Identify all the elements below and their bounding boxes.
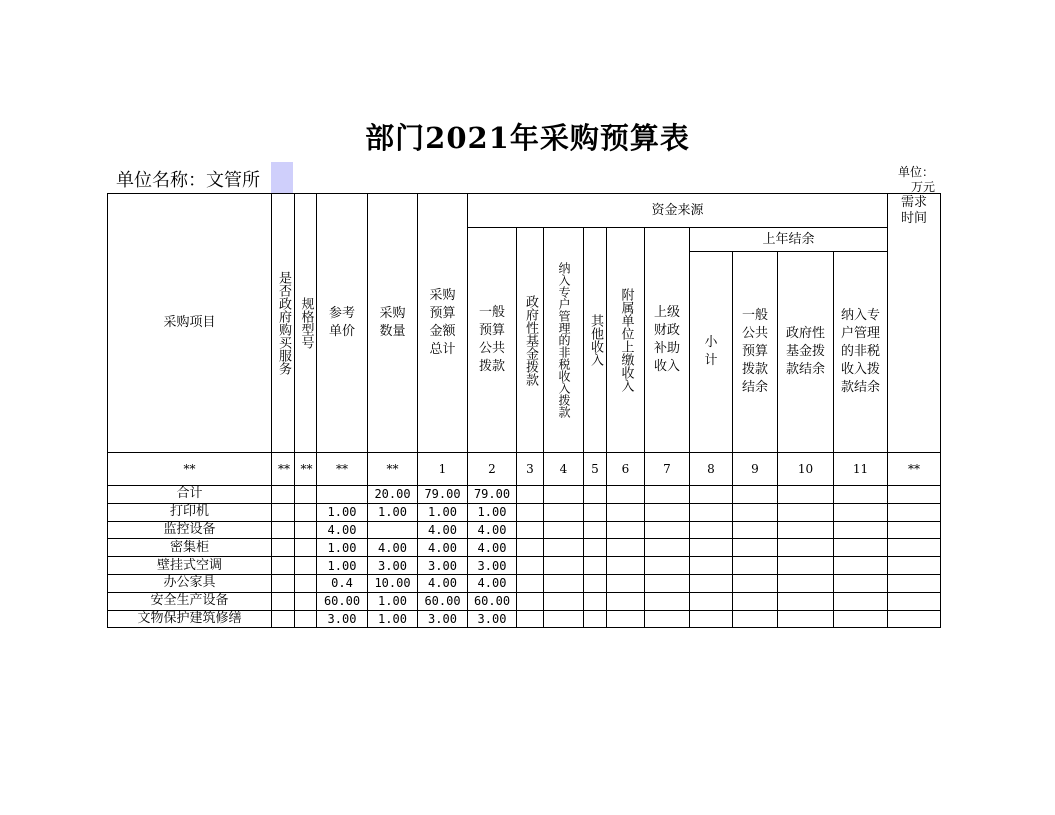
row-empty-cell: [645, 503, 690, 521]
row-empty-cell: [607, 539, 645, 557]
row-total: 4.00: [418, 539, 468, 557]
row-empty-cell: [778, 539, 834, 557]
row-gov-purchase: [272, 592, 295, 610]
header-spec: 规格型号: [295, 194, 317, 453]
row-empty-cell: [645, 610, 690, 628]
row-empty-cell: [645, 557, 690, 575]
header-quantity: 采购数量: [368, 194, 418, 453]
header-special-account: 纳入专户管理的非税收入拨款: [544, 228, 584, 453]
row-empty-cell: [733, 486, 778, 504]
row-empty-cell: [690, 539, 733, 557]
row-empty-cell: [544, 521, 584, 539]
row-gov-purchase: [272, 521, 295, 539]
table-row: [108, 539, 941, 557]
row-empty-cell: [584, 539, 607, 557]
row-total: 1.00: [418, 503, 468, 521]
row-general-budget: 3.00: [468, 557, 517, 575]
row-price: 4.00: [317, 521, 368, 539]
row-empty-cell: [733, 503, 778, 521]
row-empty-cell: [888, 592, 941, 610]
row-empty-cell: [834, 574, 888, 592]
row-item: 监控设备: [108, 521, 272, 539]
header-gov-fund: 政府性基金拨款: [517, 228, 544, 453]
row-empty-cell: [733, 557, 778, 575]
row-qty: 4.00: [368, 539, 418, 557]
row-empty-cell: [778, 574, 834, 592]
unit-name-label: 单位名称：文管所: [116, 170, 260, 191]
row-general-budget: 79.00: [468, 486, 517, 504]
header-fund-source: 资金来源: [468, 194, 888, 228]
row-price: 60.00: [317, 592, 368, 610]
row-empty-cell: [690, 592, 733, 610]
row-empty-cell: [544, 557, 584, 575]
row-empty-cell: [888, 503, 941, 521]
row-gov-purchase: [272, 486, 295, 504]
header-general-budget: 一般预算公共拨款: [468, 228, 517, 453]
row-total: 3.00: [418, 557, 468, 575]
row-qty: 20.00: [368, 486, 418, 504]
row-empty-cell: [517, 557, 544, 575]
row-qty: 10.00: [368, 574, 418, 592]
header-subtotal: 小计: [690, 252, 733, 453]
row-general-budget: 1.00: [468, 503, 517, 521]
header-item: 采购项目: [108, 194, 272, 453]
row-item: 密集柜: [108, 539, 272, 557]
row-empty-cell: [584, 557, 607, 575]
table-row: [108, 610, 941, 628]
row-qty: 1.00: [368, 503, 418, 521]
row-empty-cell: [584, 503, 607, 521]
row-empty-cell: [690, 486, 733, 504]
row-empty-cell: [544, 503, 584, 521]
row-qty: [368, 521, 418, 539]
row-spec: [295, 592, 317, 610]
row-general-budget: 3.00: [468, 610, 517, 628]
row-empty-cell: [888, 521, 941, 539]
row-empty-cell: [544, 539, 584, 557]
row-empty-cell: [690, 574, 733, 592]
row-empty-cell: [544, 592, 584, 610]
page-title: 部门2021年采购预算表: [365, 121, 690, 155]
row-empty-cell: [888, 610, 941, 628]
unit-value: 万元: [911, 180, 936, 194]
row-empty-cell: [834, 521, 888, 539]
table-row: [108, 503, 941, 521]
row-item: 文物保护建筑修缮: [108, 610, 272, 628]
table-row: [108, 486, 941, 504]
row-empty-cell: [544, 574, 584, 592]
row-empty-cell: [517, 486, 544, 504]
row-empty-cell: [607, 486, 645, 504]
row-gov-purchase: [272, 503, 295, 521]
row-empty-cell: [517, 521, 544, 539]
row-general-budget: 4.00: [468, 539, 517, 557]
row-spec: [295, 503, 317, 521]
row-empty-cell: [690, 503, 733, 521]
row-price: 1.00: [317, 557, 368, 575]
row-empty-cell: [733, 592, 778, 610]
row-spec: [295, 610, 317, 628]
row-empty-cell: [584, 574, 607, 592]
data-rows: [108, 486, 941, 628]
table-row: [108, 592, 941, 610]
row-item: 打印机: [108, 503, 272, 521]
row-item: 壁挂式空调: [108, 557, 272, 575]
row-price: 1.00: [317, 503, 368, 521]
table-row: [108, 521, 941, 539]
row-empty-cell: [778, 503, 834, 521]
row-empty-cell: [584, 486, 607, 504]
row-empty-cell: [834, 610, 888, 628]
row-gov-purchase: [272, 574, 295, 592]
row-total: 3.00: [418, 610, 468, 628]
row-general-budget: 4.00: [468, 574, 517, 592]
row-spec: [295, 539, 317, 557]
header-last-year-balance: 上年结余: [690, 228, 888, 252]
header-other-income: 其他收入: [584, 228, 607, 453]
row-spec: [295, 557, 317, 575]
row-empty-cell: [888, 574, 941, 592]
row-empty-cell: [584, 592, 607, 610]
row-empty-cell: [733, 539, 778, 557]
row-spec: [295, 521, 317, 539]
index-row: ** ** ** ** ** 1 2 3 4 5 6 7 8 9 10 11 **: [108, 453, 941, 486]
row-empty-cell: [584, 521, 607, 539]
row-empty-cell: [517, 539, 544, 557]
row-empty-cell: [690, 521, 733, 539]
row-empty-cell: [607, 592, 645, 610]
row-empty-cell: [690, 557, 733, 575]
header-ly-general: 一般公共预算拨款结余: [733, 252, 778, 453]
row-empty-cell: [544, 486, 584, 504]
header-ly-special: 纳入专户管理的非税收入拨款结余: [834, 252, 888, 453]
row-spec: [295, 574, 317, 592]
row-empty-cell: [517, 574, 544, 592]
row-qty: 3.00: [368, 557, 418, 575]
row-empty-cell: [834, 486, 888, 504]
header-demand-time: 需求时间: [888, 194, 941, 453]
row-empty-cell: [607, 503, 645, 521]
row-price: 3.00: [317, 610, 368, 628]
row-empty-cell: [645, 574, 690, 592]
row-empty-cell: [778, 557, 834, 575]
row-item: 安全生产设备: [108, 592, 272, 610]
row-empty-cell: [778, 486, 834, 504]
row-empty-cell: [517, 610, 544, 628]
row-empty-cell: [834, 557, 888, 575]
row-general-budget: 4.00: [468, 521, 517, 539]
row-empty-cell: [645, 592, 690, 610]
row-empty-cell: [690, 610, 733, 628]
row-gov-purchase: [272, 610, 295, 628]
row-empty-cell: [645, 486, 690, 504]
row-total: 4.00: [418, 574, 468, 592]
row-total: 4.00: [418, 521, 468, 539]
row-total: 60.00: [418, 592, 468, 610]
row-empty-cell: [607, 610, 645, 628]
row-empty-cell: [888, 486, 941, 504]
budget-table: [107, 193, 941, 628]
table-row: [108, 574, 941, 592]
header-ly-gov-fund: 政府性基金拨款结余: [778, 252, 834, 453]
row-gov-purchase: [272, 557, 295, 575]
row-empty-cell: [778, 592, 834, 610]
row-price: 0.4: [317, 574, 368, 592]
row-gov-purchase: [272, 539, 295, 557]
row-empty-cell: [888, 539, 941, 557]
row-empty-cell: [733, 574, 778, 592]
row-general-budget: 60.00: [468, 592, 517, 610]
row-item: 办公家具: [108, 574, 272, 592]
row-qty: 1.00: [368, 610, 418, 628]
row-empty-cell: [607, 521, 645, 539]
table-row: [108, 557, 941, 575]
row-empty-cell: [834, 539, 888, 557]
row-qty: 1.00: [368, 592, 418, 610]
row-empty-cell: [584, 610, 607, 628]
header-superior: 上级财政补助收入: [645, 228, 690, 453]
row-price: 1.00: [317, 539, 368, 557]
row-total: 79.00: [418, 486, 468, 504]
row-empty-cell: [517, 503, 544, 521]
row-empty-cell: [645, 539, 690, 557]
row-empty-cell: [544, 610, 584, 628]
row-item: 合计: [108, 486, 272, 504]
header-affiliated: 附属单位上缴收入: [607, 228, 645, 453]
row-empty-cell: [834, 592, 888, 610]
row-empty-cell: [645, 521, 690, 539]
header-gov-purchase: 是否政府购买服务: [272, 194, 295, 453]
row-empty-cell: [607, 557, 645, 575]
row-empty-cell: [778, 521, 834, 539]
row-spec: [295, 486, 317, 504]
row-empty-cell: [778, 610, 834, 628]
selected-cell-highlight[interactable]: [271, 162, 293, 193]
header-total: 采购预算金额总计: [418, 194, 468, 453]
unit-label: 单位：: [898, 165, 935, 179]
row-empty-cell: [733, 521, 778, 539]
row-empty-cell: [733, 610, 778, 628]
row-empty-cell: [607, 574, 645, 592]
row-price: [317, 486, 368, 504]
row-empty-cell: [888, 557, 941, 575]
row-empty-cell: [834, 503, 888, 521]
row-empty-cell: [517, 592, 544, 610]
header-ref-price: 参考单价: [317, 194, 368, 453]
